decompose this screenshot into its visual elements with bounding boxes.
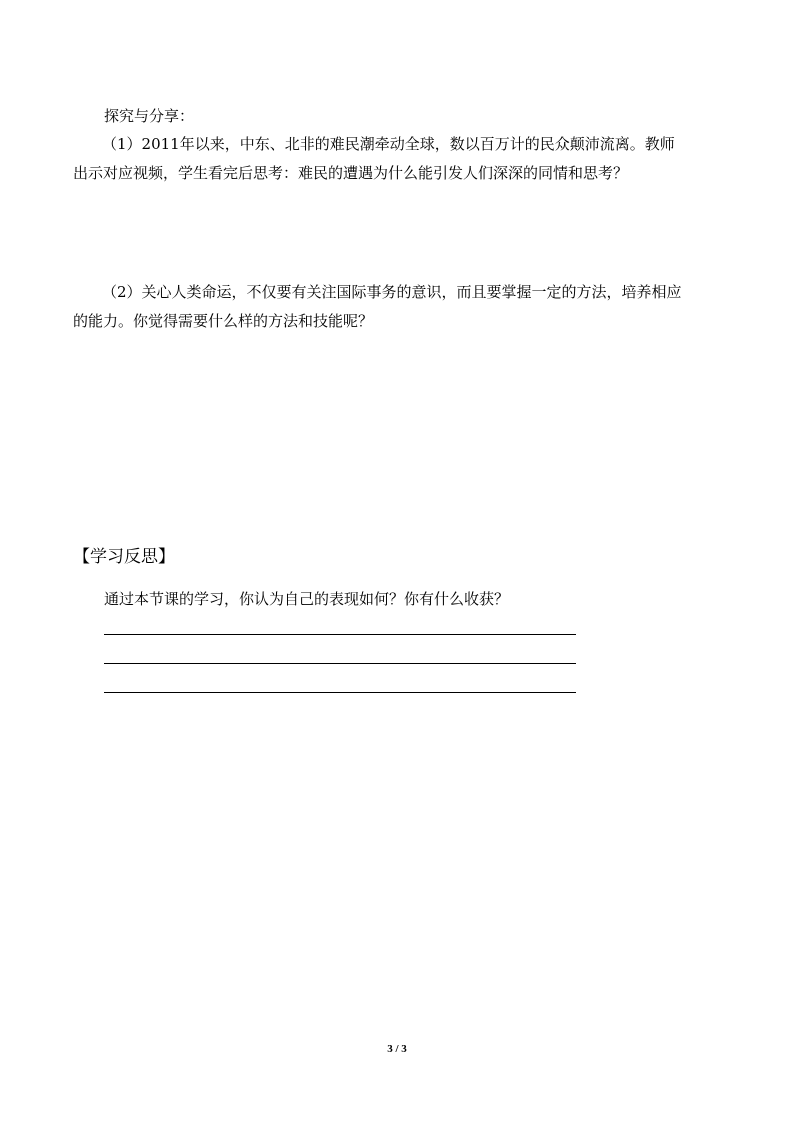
- question-2-line-1: （2）关心人类命运，不仅要有关注国际事务的意识，而且要掌握一定的方法，培养相应: [102, 283, 682, 301]
- question-1-line-2: 出示对应视频，学生看完后思考：难民的遭遇为什么能引发人们深深的同情和思考？: [73, 164, 629, 182]
- explore-title: 探究与分享：: [104, 107, 195, 125]
- question-2-line-2: 的能力。你觉得需要什么样的方法和技能呢？: [73, 312, 374, 330]
- page-number: 3 / 3: [387, 1043, 407, 1055]
- answer-line-2[interactable]: [104, 663, 576, 664]
- answer-line-3[interactable]: [104, 692, 576, 693]
- reflection-prompt: 通过本节课的学习，你认为自己的表现如何？你有什么收获？: [104, 590, 510, 608]
- question-1-line-1: （1）2011年以来，中东、北非的难民潮牵动全球，数以百万计的民众颠沛流离。教师: [102, 135, 675, 153]
- answer-line-1[interactable]: [104, 634, 576, 635]
- reflection-heading: 【学习反思】: [73, 547, 175, 567]
